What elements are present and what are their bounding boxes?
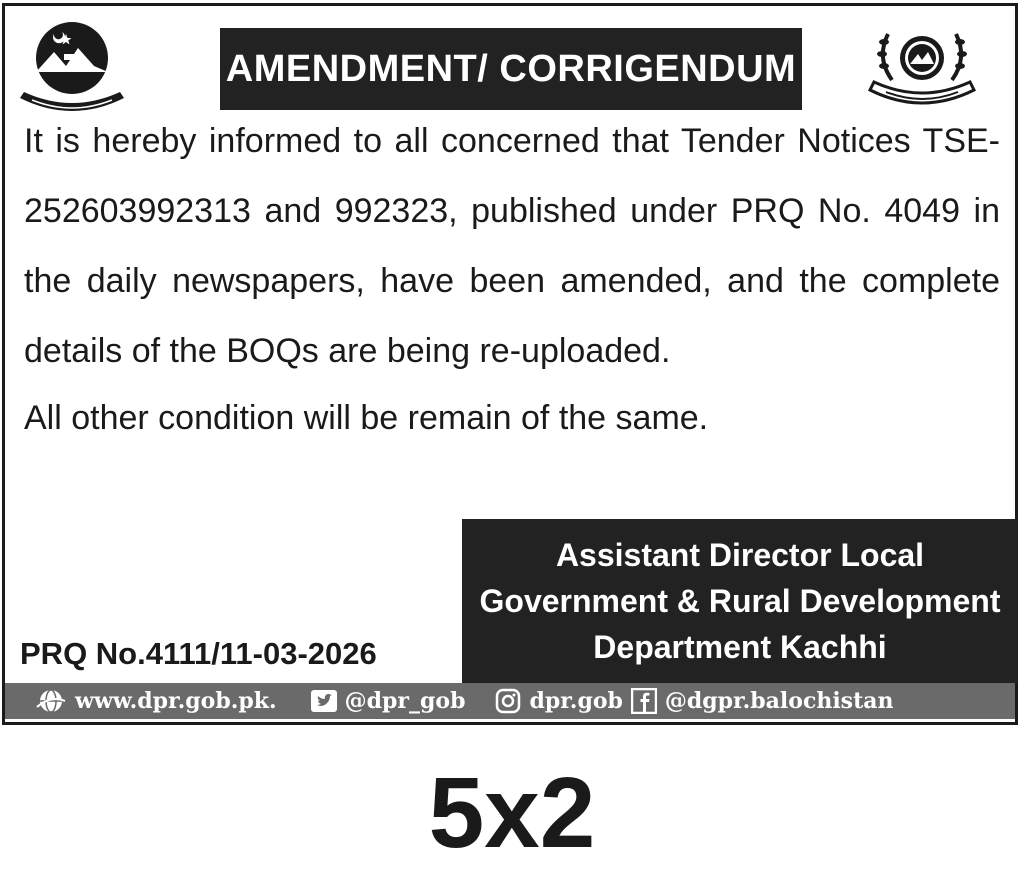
instagram-icon (495, 688, 521, 714)
prq-number: PRQ No.4111/11-03-2026 (20, 636, 377, 671)
signature-line-3: Department Kachhi (593, 629, 887, 665)
signature-block (462, 519, 1018, 683)
ad-size-label: 5x2 (428, 757, 596, 869)
footer-instagram[interactable] (495, 688, 622, 714)
notice-body (24, 106, 1000, 386)
notice-paragraph-1: It is hereby informed to all concerned that Tender Notices TSE-252603992313 and 992323, published under PRQ No. 4049 in the daily newspapers, have been amended, and the complete details of the BOQs are being re-uploaded. (24, 122, 1000, 370)
dgpr-emblem-icon (862, 20, 982, 112)
footer-instagram-text: dpr.gob (529, 688, 623, 714)
notice-title-banner (220, 28, 802, 110)
signature-line-2: Government & Rural Development (479, 583, 1001, 619)
notice-title: AMENDMENT/ CORRIGENDUM (225, 47, 797, 90)
balochistan-emblem-icon (14, 14, 130, 114)
footer-twitter[interactable] (311, 688, 466, 714)
footer-website-text: www.dpr.gob.pk. (75, 688, 277, 714)
footer-twitter-text: @dpr_gob (344, 688, 466, 714)
globe-icon (35, 687, 67, 715)
twitter-icon (311, 690, 337, 712)
footer-contact-bar (5, 683, 1015, 719)
facebook-icon (631, 688, 657, 714)
footer-facebook-text: @dgpr.balochistan (664, 688, 894, 714)
notice-paragraph-2: All other condition will be remain of the same. (24, 399, 709, 437)
footer-facebook[interactable] (631, 688, 894, 714)
signature-line-1: Assistant Director Local (555, 537, 925, 573)
footer-website[interactable] (35, 687, 277, 715)
